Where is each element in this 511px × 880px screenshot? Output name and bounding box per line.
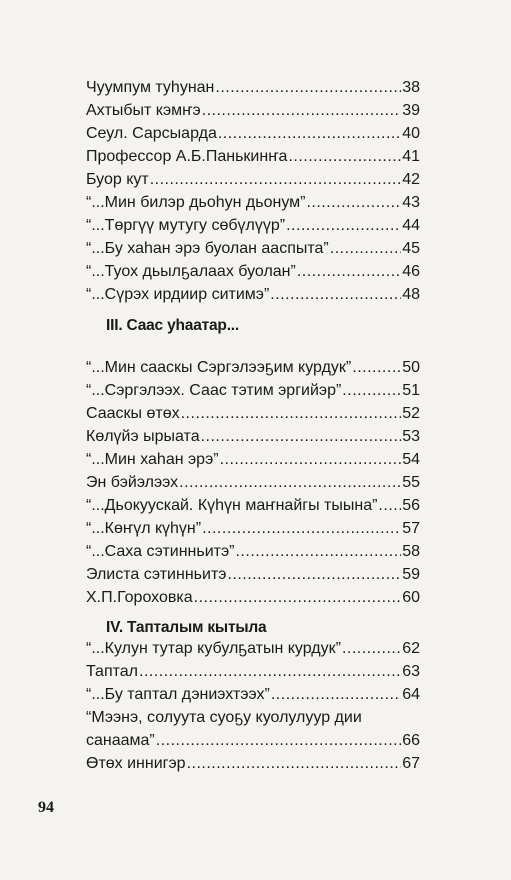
toc-entry bbox=[86, 260, 420, 283]
toc-entry-title: Буор кут bbox=[86, 171, 149, 188]
toc-entry-title: “...Мин хаһан эрэ” bbox=[86, 451, 219, 468]
toc-entry-title: “...Туох дьылҕалаах буолан” bbox=[86, 263, 296, 280]
toc-entry-page: 55 bbox=[402, 474, 420, 491]
toc-entry-title: Профессор А.Б.Панькинҥа bbox=[86, 148, 288, 165]
toc-entry bbox=[86, 76, 420, 99]
toc-entry-title: “...Көҥүл күһүн” bbox=[86, 520, 202, 537]
toc-entry-page: 38 bbox=[402, 79, 420, 96]
toc-entry-page: 63 bbox=[402, 663, 420, 680]
leader-dots bbox=[227, 563, 401, 586]
toc-entry bbox=[86, 168, 420, 191]
toc-entry-title: “...Мин сааскы Сэргэлээҕим курдук” bbox=[86, 359, 352, 376]
toc-entry-page: 57 bbox=[402, 520, 420, 537]
toc-entry-title: “...Кулун тутар кубулҕатын курдук” bbox=[86, 640, 341, 657]
toc-entry bbox=[86, 586, 420, 609]
toc-group-4 bbox=[86, 637, 420, 775]
leader-dots bbox=[194, 586, 402, 609]
toc-entry-title: “...Дьокуускай. Күһүн маҥнайгы тыына” bbox=[86, 497, 378, 514]
leader-dots bbox=[330, 237, 401, 260]
toc-entry-page: 59 bbox=[402, 566, 420, 583]
toc-entry-page: 40 bbox=[402, 125, 420, 142]
page-number: 94 bbox=[38, 799, 54, 816]
toc-entry-title: Чуумпум туһунан bbox=[86, 79, 215, 96]
toc-entry bbox=[86, 122, 420, 145]
toc-entry-title-line1: “Мээнэ, солуута суоҕу куолулуур дии bbox=[86, 709, 362, 726]
leader-dots bbox=[378, 494, 401, 517]
toc-entry-page: 44 bbox=[402, 217, 420, 234]
leader-dots bbox=[202, 99, 402, 122]
toc-entry bbox=[86, 402, 420, 425]
leader-dots bbox=[187, 752, 402, 775]
toc-entry-title: “...Мин билэр дьоһун дьонум” bbox=[86, 194, 306, 211]
section-heading-iii: III. Саас уһаатар... bbox=[106, 317, 240, 334]
toc-entry-page: 48 bbox=[402, 286, 420, 303]
toc-entry-title: Көлүйэ ырыата bbox=[86, 428, 200, 445]
toc-entry-page: 67 bbox=[402, 755, 420, 772]
toc-entry-title: Сааскы өтөх bbox=[86, 405, 180, 422]
toc-entry bbox=[86, 471, 420, 494]
toc-entry-title: Элиста сэтинньитэ bbox=[86, 566, 227, 583]
toc-entry-title: “...Бу таптал дэниэхтээх” bbox=[86, 686, 270, 703]
toc-entry-title: Сеул. Сарсыарда bbox=[86, 125, 217, 142]
toc-entry bbox=[86, 660, 420, 683]
toc-entry bbox=[86, 494, 420, 517]
toc-entry-title: Өтөх иннигэр bbox=[86, 755, 186, 772]
toc-entry bbox=[86, 237, 420, 260]
leader-dots bbox=[270, 283, 401, 306]
leader-dots bbox=[306, 191, 401, 214]
leader-dots bbox=[139, 660, 401, 683]
toc-entry bbox=[86, 99, 420, 122]
toc-entry bbox=[86, 540, 420, 563]
leader-dots bbox=[218, 122, 401, 145]
toc-entry bbox=[86, 283, 420, 306]
toc-entry-title: “...Бу хаһан эрэ буолан ааспыта” bbox=[86, 240, 329, 257]
toc-entry-page: 39 bbox=[402, 102, 420, 119]
toc-entry-page: 56 bbox=[402, 497, 420, 514]
toc-entry-page: 45 bbox=[402, 240, 420, 257]
toc-entry-page: 52 bbox=[402, 405, 420, 422]
toc-entry bbox=[86, 448, 420, 471]
leader-dots bbox=[342, 637, 401, 660]
section-heading-iv: IV. Тапталым кытыла bbox=[106, 619, 267, 636]
toc-entry-page: 60 bbox=[402, 589, 420, 606]
leader-dots bbox=[352, 356, 401, 379]
leader-dots bbox=[202, 517, 401, 540]
toc-entry-page: 64 bbox=[402, 686, 420, 703]
toc-entry-page: 46 bbox=[402, 263, 420, 280]
toc-entry-title: “...Сэргэлээх. Саас тэтим эргийэр” bbox=[86, 382, 342, 399]
toc-entry bbox=[86, 379, 420, 402]
toc-group-3 bbox=[86, 356, 420, 609]
leader-dots bbox=[179, 471, 401, 494]
toc-entry bbox=[86, 214, 420, 237]
leader-dots bbox=[156, 729, 401, 752]
leader-dots bbox=[201, 425, 402, 448]
leader-dots bbox=[181, 402, 402, 425]
toc-entry bbox=[86, 191, 420, 214]
toc-entry-page: 43 bbox=[402, 194, 420, 211]
toc-group-2 bbox=[86, 76, 420, 306]
toc-entry-page: 58 bbox=[402, 543, 420, 560]
toc-entry-title-line2: санаама” bbox=[86, 732, 155, 749]
leader-dots bbox=[286, 214, 401, 237]
toc-entry bbox=[86, 517, 420, 540]
toc-entry-title: “...Саха сэтинньитэ” bbox=[86, 543, 235, 560]
toc-entry bbox=[86, 637, 420, 660]
toc-entry bbox=[86, 683, 420, 706]
leader-dots bbox=[288, 145, 401, 168]
leader-dots bbox=[220, 448, 402, 471]
toc-entry-title: Таптал bbox=[86, 663, 138, 680]
leader-dots bbox=[150, 168, 402, 191]
toc-entry-page: 53 bbox=[402, 428, 420, 445]
toc-entry-title: “...Сүрэх ирдиир ситимэ” bbox=[86, 286, 270, 303]
leader-dots bbox=[235, 540, 401, 563]
toc-entry-page: 62 bbox=[402, 640, 420, 657]
toc-entry bbox=[86, 563, 420, 586]
toc-entry-page: 54 bbox=[402, 451, 420, 468]
toc-entry bbox=[86, 752, 420, 775]
toc-entry-page: 50 bbox=[402, 359, 420, 376]
toc-entry bbox=[86, 425, 420, 448]
leader-dots bbox=[215, 76, 401, 99]
leader-dots bbox=[271, 683, 401, 706]
toc-entry-page: 41 bbox=[402, 148, 420, 165]
toc-entry-title: Эн бэйэлээх bbox=[86, 474, 179, 491]
leader-dots bbox=[342, 379, 401, 402]
toc-entry-page: 51 bbox=[402, 382, 420, 399]
toc-entry bbox=[86, 356, 420, 379]
toc-entry bbox=[86, 145, 420, 168]
toc-entry-title: Ахтыбыт кэмҥэ bbox=[86, 102, 201, 119]
toc-entry-wrapped bbox=[86, 706, 420, 752]
toc-entry-title: “...Төргүү мутугу сөбүлүүр” bbox=[86, 217, 286, 234]
leader-dots bbox=[297, 260, 401, 283]
toc-entry-title: Х.П.Гороховка bbox=[86, 589, 193, 606]
toc-entry-page: 66 bbox=[402, 732, 420, 749]
toc-entry-page: 42 bbox=[402, 171, 420, 188]
